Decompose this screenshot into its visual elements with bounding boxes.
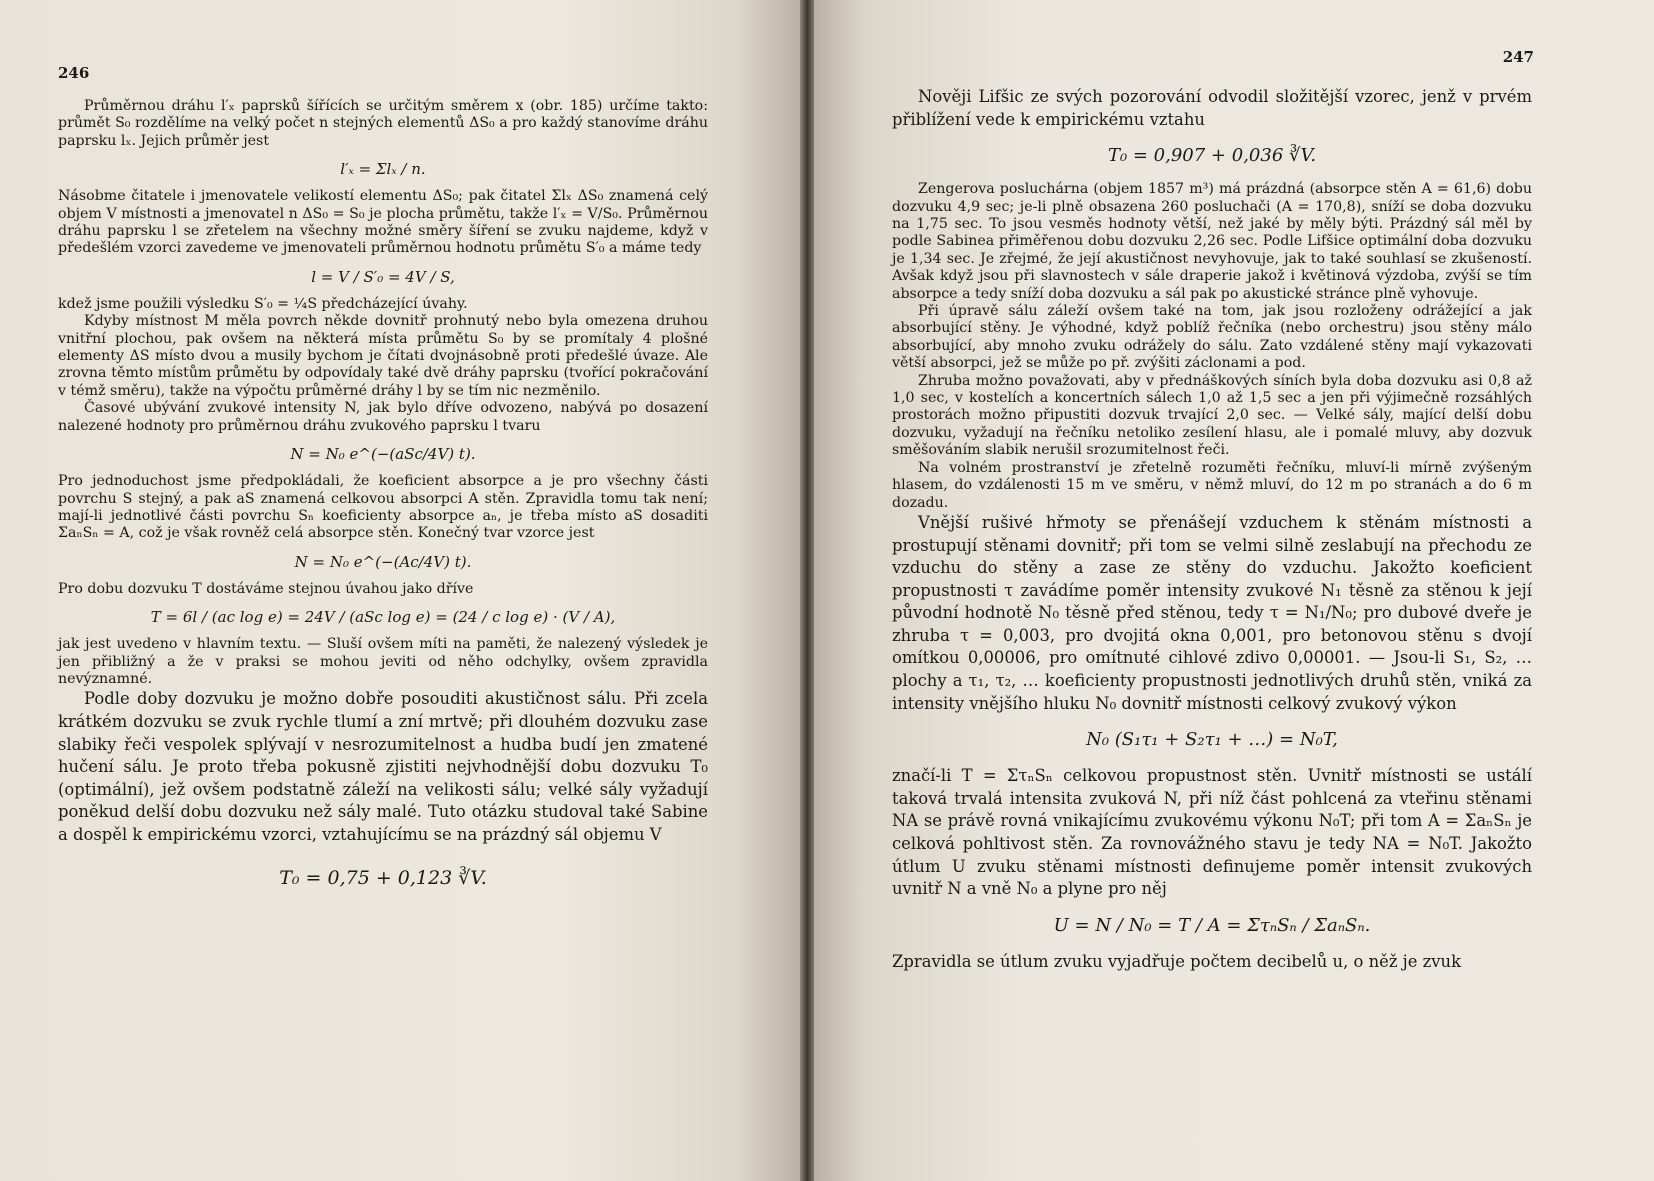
left-page-text (58, 98, 708, 895)
paragraph: jak jest uvedeno v hlavním textu. — Sluší ovšem míti na paměti, že nalezený výsledek je jen přibližný a že v praksi se mohou jeviti od něho odchylky, ovšem zpravidla nevýznamné. (58, 636, 708, 687)
paragraph: Na volném prostranství je zřetelně rozuměti řečníku, mluví-li mírně zvýšeným hlasem, do vzdálenosti 15 m ve směru, v němž mluví, do 12 m po stranách a do 6 m dozadu. (892, 459, 1532, 511)
right-page-text (892, 86, 1532, 973)
paragraph: Pro jednoduchost jsme předpokládali, že koeficient absorpce a je pro všechny části povrchu S stejný, a pak aS znamená celkovou absorpci A stěn. Zpravidla tomu tak není; mají-li jednotlivé části povrchu Sₙ koeficienty absorpce aₙ, je třeba místo aS dosaditi ΣaₙSₙ = A, což je však rovněž celá absorpce stěn. Konečný tvar vzorce jest (58, 473, 708, 542)
paragraph: Zhruba možno považovati, aby v přednáškových síních byla doba dozvuku asi 0,8 až 1,0 sec, v kostelích a koncertních sálech 1,0 až 1,5 sec a jen při výjimečně rozsáhlých prostorách možno připustiti dozvuk trvající 2,0 sec. — Velké sály, mající delší dobu dozvuku, vyžadují na řečníku netoliko zesílení hlasu, ale i pomalé mluvy, aby dozvuk směšováním slabik nerušil srozumitelnost řeči. (892, 372, 1532, 459)
equation: T₀ = 0,75 + 0,123 ∛V. (279, 866, 487, 889)
paragraph: Podle doby dozvuku je možno dobře posouditi akustičnost sálu. Při zcela krátkém dozvuku se zvuk rychle tlumí a zní mrtvě; při dlouhém dozvuku zase slabiky řeči vespolek splývají v nesrozumitelnost a hudba budí jen zmatené hučení sálu. Je proto třeba pokusně zjistiti nejvhodnější dobu dozvuku T₀ (optimální), jež ovšem podstatně záleží na velikosti sálu; velké sály vyžadují poněkud delší dobu dozvuku než sály malé. Tuto otázku studoval také Sabine a dospěl k empirickému vzorci, vztahujícímu se na prázdný sál objemu V (58, 689, 708, 844)
paragraph: Zpravidla se útlum zvuku vyjadřuje počtem decibelů u, o něž je zvuk (892, 951, 1462, 971)
paragraph: Násobme čitatele i jmenovatele velikostí elementu ΔS₀; pak čitatel Σlₓ ΔS₀ znamená celý objem V místnosti a jmenovatel n ΔS₀ = S₀ je plocha průmětu, takže l′ₓ = V/S₀. Průměrnou dráhu paprsku l se zřetelem na všechny možné směry šíření se zvuku najdeme, když v předešlém vzorci zavedeme ve jmenovateli průměrnou hodnotu průmětu S′₀ a máme tedy (58, 188, 708, 257)
paragraph: Při úpravě sálu záleží ovšem také na tom, jak jsou rozloženy odrážející a jak absorbující stěny. Je výhodné, když poblíž řečníka (nebo orchestru) jsou stěny málo absorbující, aby mnoho zvuku odrážely do sálu. Zato vzdálené stěny mají vykazovati větší absorpci, jež se může po př. zvýšiti záclonami a pod. (892, 303, 1532, 372)
paragraph: kdež jsme použili výsledku S′₀ = ¼S předcházející úvahy. (58, 295, 468, 312)
left-page (0, 0, 800, 1181)
book-gutter (800, 0, 814, 1181)
paragraph: Zengerova posluchárna (objem 1857 m³) má prázdná (absorpce stěn A = 61,6) dobu dozvuku 4,9 sec; je-li plně obsazena 260 posluchači (A = 170,8), sníží se doba dozvuku na 1,75 sec. To jsou vesměs hodnoty větší, než jaké by měly býti. Prázdný sál měl by podle Sabinea přiměřenou dobu dozvuku 2,26 sec. Podle Lifšice optimální doba dozvuku je 1,34 sec. Je zřejmé, že její akustičnost nevyhovuje, jak to také souhlasí se zkušeností. Avšak když jsou při slavnostech v sále draperie jakož i květinová výzdoba, zvýší se tím absorpce a tedy sníží doba dozvuku a sál pak po akustické stránce plně vyhovuje. (892, 181, 1532, 302)
page-number: 246 (58, 64, 90, 82)
right-page (814, 0, 1654, 1181)
paragraph: Nověji Lifšic ze svých pozorování odvodil složitější vzorec, jenž v prvém přiblížení vede k empirickému vztahu (892, 87, 1532, 129)
equation: U = N / N₀ = T / A = ΣτₙSₙ / ΣaₙSₙ. (1053, 914, 1371, 936)
paragraph: Pro dobu dozvuku T dostáváme stejnou úvahou jako dříve (58, 580, 474, 597)
equation: N = N₀ e^(−(aSc/4V) t). (290, 445, 476, 464)
paragraph: Vnější rušivé hřmoty se přenášejí vzduchem k stěnám místnosti a prostupují stěnami dovnitř; při tom se velmi silně zeslabují na přechodu ze vzduchu do stěny a zase ze stěny do vzduchu. Jakožto koeficient propustnosti τ zavádíme poměr intensity zvukové N₁ těsně za stěnou k její původní hodnotě N₀ těsně před stěnou, tedy τ = N₁/N₀; pro dubové dveře je zhruba τ = 0,003, pro dvojitá okna 0,001, pro betonovou stěnu s dvojí omítkou 0,00006, pro omítnuté cihlové zdivo 0,00001. — Jsou-li S₁, S₂, … plochy a τ₁, τ₂, … koeficienty propustnosti jednotlivých druhů stěn, vniká za intensity vnějšího hluku N₀ dovnitř místnosti celkový zvukový výkon (892, 512, 1532, 713)
equation: N₀ (S₁τ₁ + S₂τ₁ + …) = N₀T, (1086, 729, 1338, 751)
equation: T₀ = 0,907 + 0,036 ∛V. (1107, 145, 1317, 167)
paragraph: Časové ubývání zvukové intensity N, jak bylo dříve odvozeno, nabývá po dosazení nalezené hodnoty pro průměrnou dráhu zvukového paprsku l tvaru (58, 400, 708, 434)
equation: T = 6l / (ac log e) = 24V / (aSc log e) = (24 / c log e) · (V / A), (150, 608, 616, 627)
equation: l′ₓ = Σlₓ / n. (340, 160, 426, 179)
paragraph: Kdyby místnost M měla povrch někde dovnitř prohnutý nebo byla omezena druhou vnitřní plochou, pak ovšem na některá místa průmětu S₀ by se promítaly 4 plošné elementy ΔS místo dvou a musily bychom je čítati dvojnásobně proti předešlé úvaze. Ale zrovna těmto místům průmětu by odpovídaly také dvě dráhy paprsku (tvořící pokračování v témž směru), takže na výpočtu průměrné dráhy l by se tím nic nezměnilo. (58, 313, 708, 399)
paragraph: značí-li T = ΣτₙSₙ celkovou propustnost stěn. Uvnitř místnosti se ustálí taková trvalá intensita zvuková N, při níž část pohlcená za vteřinu stěnami NA se právě rovná vnikajícímu zvukovému výkonu N₀T; při tom A = ΣaₙSₙ je celková pohltivost stěn. Za rovnovážného stavu je tedy NA = N₀T. Jakožto útlum U zvuku stěnami místnosti definujeme poměr intensit zvukových uvnitř N a vně N₀ a plyne pro něj (892, 766, 1532, 899)
equation: l = V / S′₀ = 4V / S, (311, 267, 455, 286)
page-number: 247 (1502, 48, 1534, 66)
equation: N = N₀ e^(−(Ac/4V) t). (294, 552, 472, 571)
paragraph: Průměrnou dráhu l′ₓ paprsků šířících se určitým směrem x (obr. 185) určíme takto: průmět S₀ rozdělíme na velký počet n stejných elementů ΔS₀ a pro každý stanovíme dráhu paprsku lₓ. Jejich průměr jest (58, 98, 708, 149)
